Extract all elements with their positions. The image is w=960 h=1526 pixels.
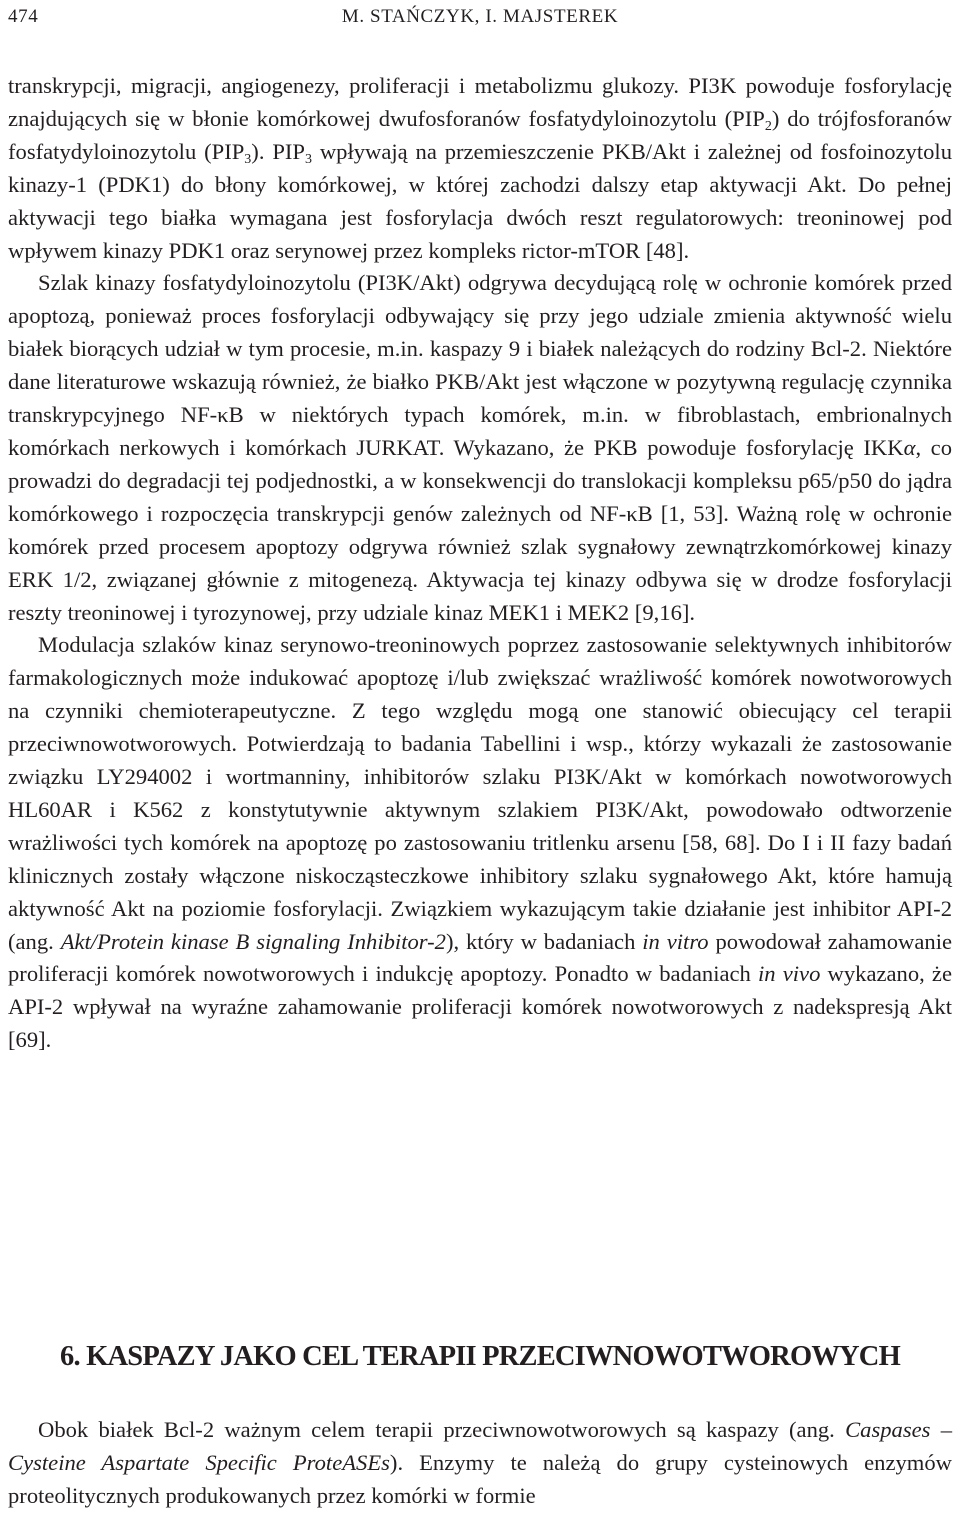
italic-term: in vivo (758, 961, 821, 987)
greek-alpha: α (903, 434, 916, 460)
paragraph-kinase-inhibitors: Modulacja szlaków kinaz serynowo-treoninowych poprzez zastosowanie selektywnych inhibitorów farmakologicznych może indukować apoptozę i/lub zwiększać wrażliwość komórek nowotworowych na czynniki chemioterapeutyczne. Z tego względu mogą one stanowić obiecujący cel terapii przeciwnowotworowych. Potwierdzają to badania Tabellini i wsp., którzy wykazali że zastosowanie związku LY294002 i wortmanniny, inhibitorów szlaku PI3K/Akt w komórkach nowotworowych HL60AR i K562 z konstytutywnie aktywnym szlakiem PI3K/Akt, powodowało odtworzenie wrażliwości tych komórek na apoptozę po zastosowaniu tritlenku arsenu [58, 68]. Do I i II fazy badań klinicznych zostały włączone niskocząsteczkowe inhibitory szlaku sygnałowego Akt, które hamują aktywność Akt na poziomie fosforylacji. Związkiem wykazującym takie działanie jest inhibitor API-2 (ang. Akt/Protein kinase B signaling Inhibitor-2), który w badaniach in vitro powodował zahamowanie proliferacji komórek nowotworowych i indukcję apoptozy. Ponadto w badaniach in vivo wykazano, że API-2 wpływał na wyraźne zahamowanie proliferacji komórek nowotworowych z nadekspresją Akt [69]. (8, 632, 953, 1053)
section-heading: 6. KASPAZY JAKO CEL TERAPII PRZECIWNOWOTWOROWYCH (60, 1341, 900, 1372)
subscript: 3 (244, 151, 252, 167)
page-number: 474 (8, 6, 39, 27)
subscript: 3 (304, 151, 312, 167)
italic-term: Caspases – Cysteine Aspartate Specific ProteASEs (8, 1417, 952, 1475)
running-head-authors: M. STAŃCZYK, I. MAJSTEREK (341, 6, 619, 27)
italic-term: in vitro (642, 928, 709, 954)
paragraph-caspases: Obok białek Bcl-2 ważnym celem terapii przeciwnowotworowych są kaspazy (ang. Caspases – Cysteine Aspartate Specific ProteASEs). Enzymy te należą do grupy cysteinowych enzymów proteolitycznych produkowanych przez komórki w formie (8, 1417, 952, 1508)
italic-term: Akt/Protein kinase B signaling Inhibitor-2 (60, 928, 446, 954)
section-body (8, 1413, 952, 1512)
paragraph-pi3k-signaling: transkrypcji, migracji, angiogenezy, proliferacji i metabolizmu glukozy. PI3K powoduje fosforylację znajdujących się w błonie komórkowej dwufosforanów fosfatydyloinozytolu $(PIP_2)$ do trójfosforanów fosfatydyloinozytolu $(PIP_3)$. $PIP_3$ wpływają na przemieszczenie PKB/Akt i zależnej od fosfoinozytolu kinazy-1 (PDK1) do błony komórkowej, w której zachodzi dalszy etap aktywacji Akt. Do pełnej aktywacji tego białka wymagana jest fosforylacja dwóch reszt regulatorowych: treoninowej pod wpływem kinazy PDK1 oraz serynowej przez kompleks rictor-mTOR [48]. (8, 73, 952, 263)
subscript: 2 (764, 118, 772, 134)
body-text (8, 70, 952, 1057)
paragraph-apoptosis-protection: Szlak kinazy fosfatydyloinozytolu (PI3K/Akt) odgrywa decydującą rolę w ochronie komórek przed apoptozą, ponieważ proces fosforylacji odbywający się przy jego udziale zmienia aktywność wielu białek biorących udział w tym procesie, m.in. kaspazy 9 i białek należących do rodziny Bcl-2. Niektóre dane literaturowe wskazują również, że białko PKB/Akt jest włączone w pozytywną regulację czynnika transkrypcyjnego NF-κB w niektórych typach komórek, m.in. w fibroblastach, embrionalnych komórkach nerkowych i komórkach JURKAT. Wykazano, że PKB powoduje fosforylację IKKα, co prowadzi do degradacji tej podjednostki, a w konsekwencji do translokacji kompleksu p65/p50 do jądra komórkowego i rozpoczęcia transkrypcji genów zależnych od NF-κB [1, 53]. Ważną rolę w ochronie komórek przed procesem apoptozy odgrywa również szlak sygnałowy zewnątrzkomórkowej kinazy ERK 1/2, związanej głównie z mitogenezą. Aktywacja tej kinazy odbywa się w drodze fosforylacji reszty treoninowej i tyrozynowej, przy udziale kinaz MEK1 i MEK2 [9,16]. (8, 270, 952, 625)
running-head (8, 6, 952, 32)
